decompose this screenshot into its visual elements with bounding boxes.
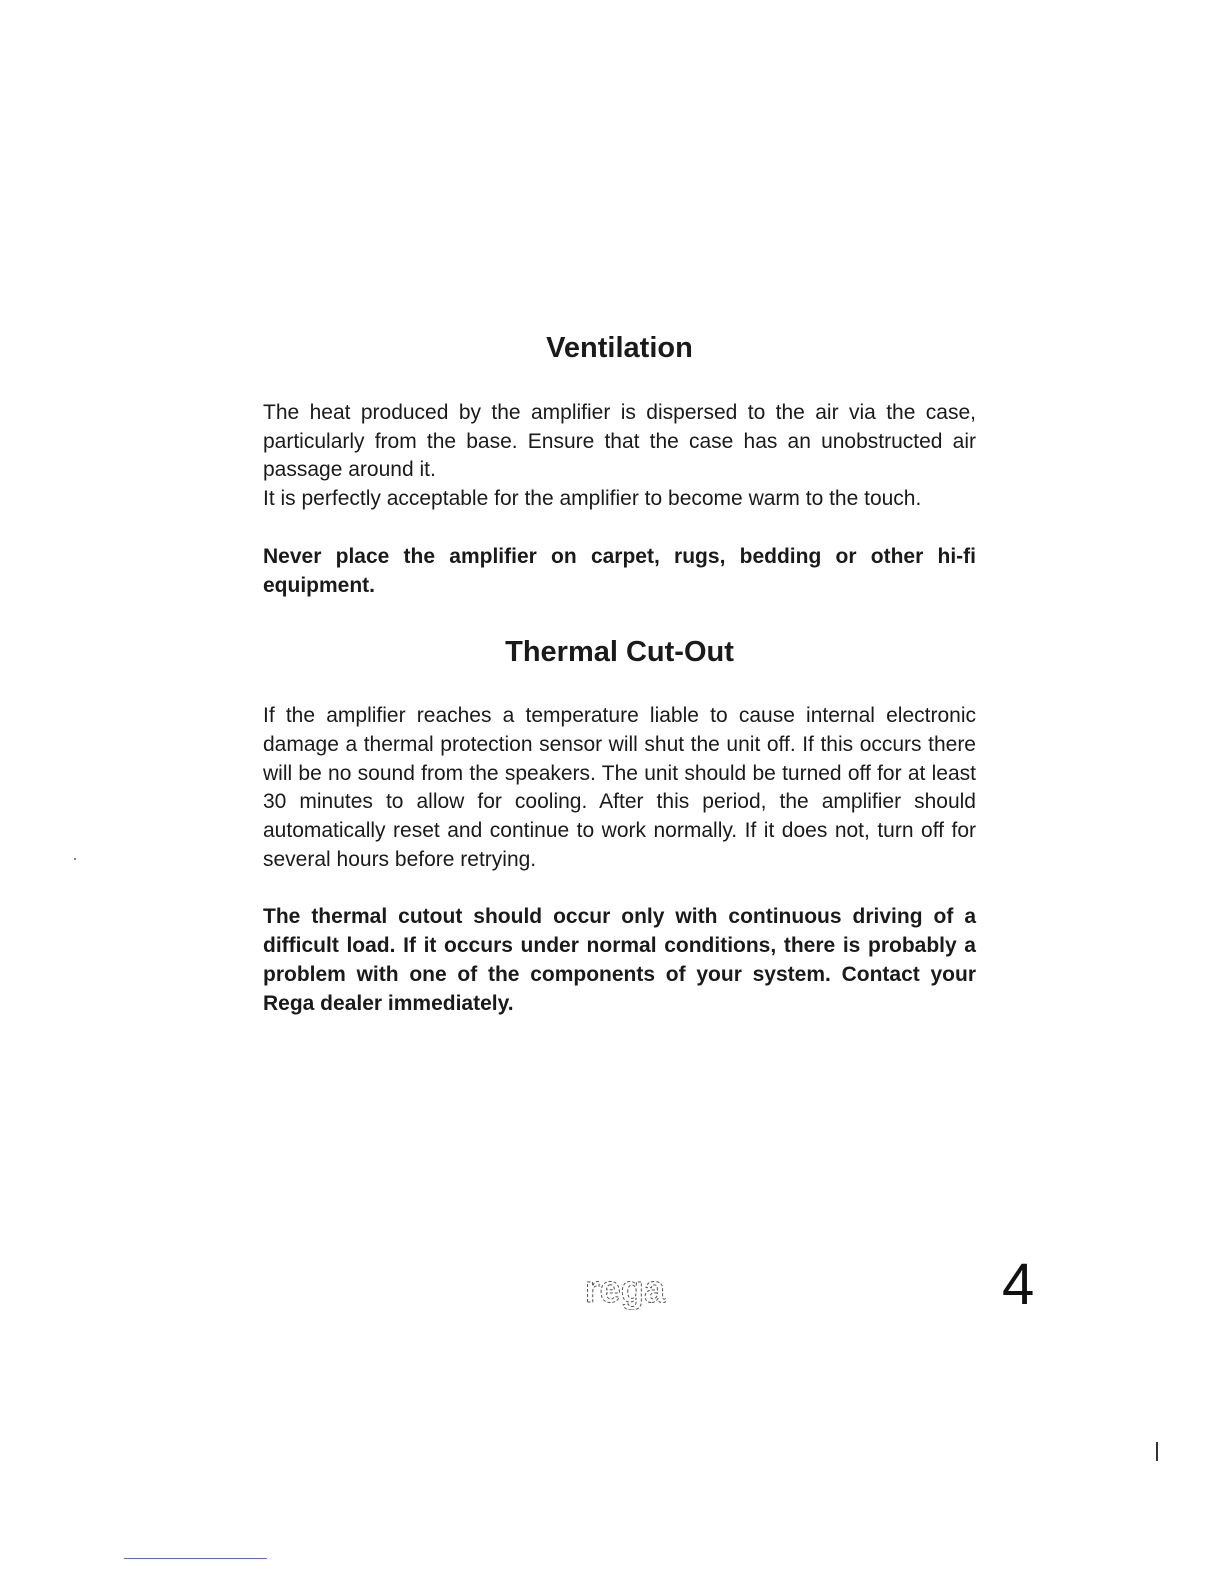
ventilation-paragraph-1: The heat produced by the amplifier is dispersed to the air via the case, particularly from the base. Ensure that the case has an unobstructed air passage around it. <box>263 401 976 482</box>
rega-logo <box>552 1268 698 1310</box>
thermal-cutout-heading: Thermal Cut-Out <box>505 636 734 669</box>
bottom-rule <box>124 1558 267 1559</box>
scan-edge-mark <box>1156 1442 1158 1461</box>
page-number: 4 <box>1002 1252 1035 1317</box>
thermal-cutout-paragraph: If the amplifier reaches a temperature liable to cause internal electronic damage a thermal protection sensor will shut the unit off. If this occurs there will be no sound from the speakers. The unit should be turned off for at least 30 minutes to allow for cooling. After this period, the amplifier should automatically reset and continue to work normally. If it does not, turn off for several hours before retrying. <box>263 704 976 871</box>
scan-speck <box>74 858 76 860</box>
thermal-cutout-warning: The thermal cutout should occur only with continuous driving of a difficult load. If it occurs under normal conditions, there is probably a problem with one of the components of your system. Contact your Rega dealer immediately. <box>263 905 976 1015</box>
page-content <box>263 326 976 1018</box>
rega-logo-text: rega <box>584 1269 666 1310</box>
ventilation-warning: Never place the amplifier on carpet, rugs, bedding or other hi-fi equipment. <box>263 544 976 597</box>
ventilation-heading: Ventilation <box>546 332 693 364</box>
ventilation-paragraph-2: It is perfectly acceptable for the amplifier to become warm to the touch. <box>263 487 922 511</box>
rega-logo-icon <box>552 1268 698 1310</box>
